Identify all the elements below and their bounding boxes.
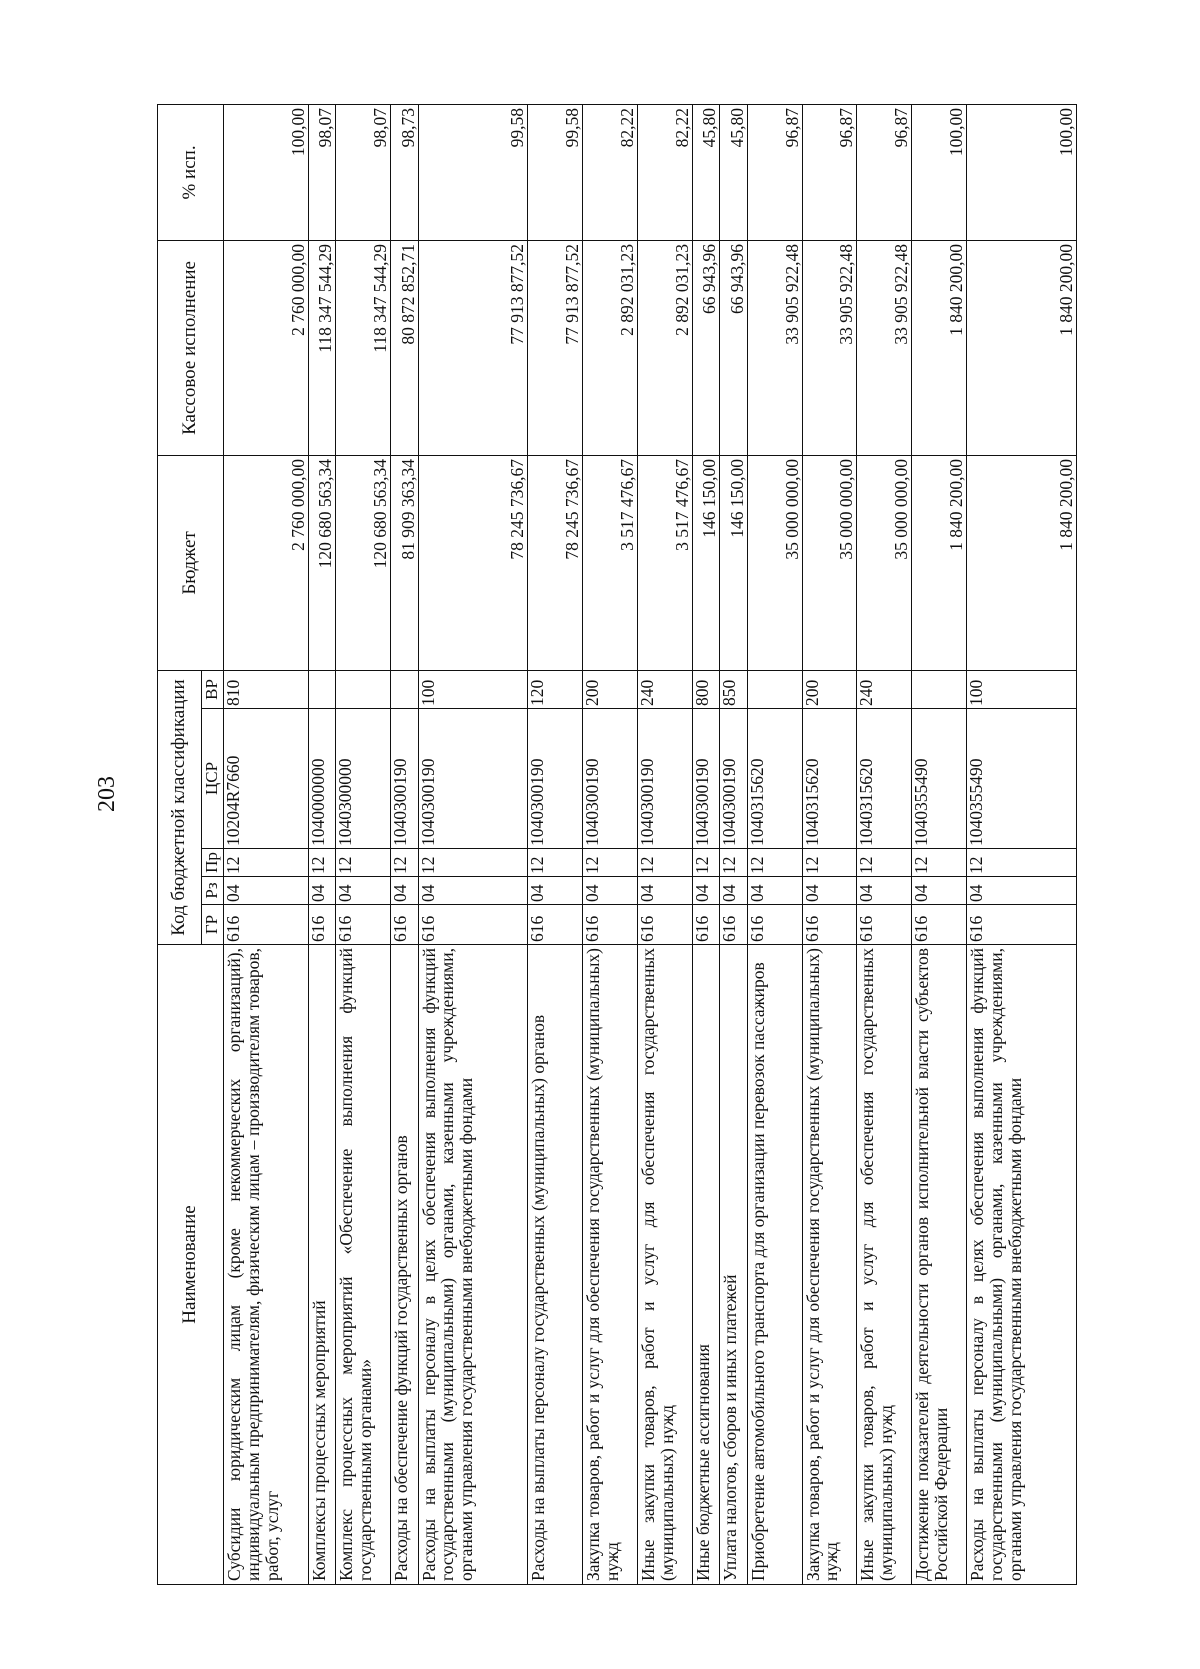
header-name: Наименование bbox=[158, 945, 224, 1585]
row-pct: 98,07 bbox=[308, 104, 335, 240]
row-budget: 3 517 476,67 bbox=[637, 455, 692, 670]
header-vr: ВР bbox=[202, 670, 224, 708]
row-pct: 99,58 bbox=[418, 104, 528, 240]
header-pr: Пр bbox=[202, 849, 224, 877]
row-pct: 96,87 bbox=[857, 104, 912, 240]
row-pr: 12 bbox=[583, 849, 638, 877]
row-kassa: 66 943,96 bbox=[720, 240, 747, 455]
row-kassa: 33 905 922,48 bbox=[747, 240, 802, 455]
row-gr: 616 bbox=[747, 905, 802, 945]
row-gr: 616 bbox=[308, 905, 335, 945]
row-rz: 04 bbox=[391, 877, 418, 905]
row-csr: 1040300190 bbox=[692, 709, 719, 849]
row-name: Приобретение автомобильного транспорта для организации перевозок пассажиров bbox=[747, 945, 802, 1585]
row-pr: 12 bbox=[692, 849, 719, 877]
row-kassa: 80 872 852,71 bbox=[391, 240, 418, 455]
row-gr: 616 bbox=[528, 905, 583, 945]
row-pr: 12 bbox=[720, 849, 747, 877]
row-vr: 100 bbox=[418, 670, 528, 708]
row-name: Комплекс процессных мероприятий «Обеспечение выполнения функций государственными органами» bbox=[336, 945, 391, 1585]
header-budget: Бюджет bbox=[158, 455, 224, 670]
row-kassa: 33 905 922,48 bbox=[802, 240, 857, 455]
row-budget: 120 680 563,34 bbox=[336, 455, 391, 670]
row-name: Иные закупки товаров, работ и услуг для обеспечения государственных (муниципальных) нужд bbox=[857, 945, 912, 1585]
table-row bbox=[747, 104, 802, 1584]
row-pct: 96,87 bbox=[802, 104, 857, 240]
row-gr: 616 bbox=[336, 905, 391, 945]
row-kassa: 1 840 200,00 bbox=[967, 240, 1077, 455]
row-gr: 616 bbox=[692, 905, 719, 945]
row-pct: 98,73 bbox=[391, 104, 418, 240]
row-rz: 04 bbox=[857, 877, 912, 905]
table-row bbox=[308, 104, 335, 1584]
row-kassa: 77 913 877,52 bbox=[418, 240, 528, 455]
row-gr: 616 bbox=[637, 905, 692, 945]
table-row bbox=[336, 104, 391, 1584]
row-gr: 616 bbox=[967, 905, 1077, 945]
header-gr: ГР bbox=[202, 905, 224, 945]
row-gr: 616 bbox=[583, 905, 638, 945]
header-pct: % исп. bbox=[158, 104, 224, 240]
row-gr: 616 bbox=[802, 905, 857, 945]
row-vr: 200 bbox=[802, 670, 857, 708]
row-kassa: 2 892 031,23 bbox=[583, 240, 638, 455]
row-pr: 12 bbox=[336, 849, 391, 877]
row-pr: 12 bbox=[391, 849, 418, 877]
row-pr: 12 bbox=[747, 849, 802, 877]
page-number: 203 bbox=[94, 776, 120, 812]
row-pr: 12 bbox=[912, 849, 967, 877]
row-pct: 96,87 bbox=[747, 104, 802, 240]
row-vr: 240 bbox=[857, 670, 912, 708]
row-pct: 82,22 bbox=[583, 104, 638, 240]
row-vr: 200 bbox=[583, 670, 638, 708]
row-vr: 850 bbox=[720, 670, 747, 708]
row-vr bbox=[912, 670, 967, 708]
row-gr: 616 bbox=[391, 905, 418, 945]
row-budget: 35 000 000,00 bbox=[747, 455, 802, 670]
row-vr: 120 bbox=[528, 670, 583, 708]
row-pct: 98,07 bbox=[336, 104, 391, 240]
row-vr: 240 bbox=[637, 670, 692, 708]
row-budget: 78 245 736,67 bbox=[528, 455, 583, 670]
row-vr: 100 bbox=[967, 670, 1077, 708]
row-name: Расходы на выплаты персоналу в целях обеспечения выполнения функций государственными (муниципальными) органами, казенными учреждениями, органами управления государственными внебюджетными фондами bbox=[418, 945, 528, 1585]
row-pr: 12 bbox=[224, 849, 309, 877]
row-rz: 04 bbox=[336, 877, 391, 905]
row-rz: 04 bbox=[967, 877, 1077, 905]
row-budget: 1 840 200,00 bbox=[912, 455, 967, 670]
table-row bbox=[692, 104, 719, 1584]
row-name: Иные бюджетные ассигнования bbox=[692, 945, 719, 1585]
table-row bbox=[224, 104, 309, 1584]
header-csr: ЦСР bbox=[202, 709, 224, 849]
row-gr: 616 bbox=[912, 905, 967, 945]
row-name: Достижение показателей деятельности органов исполнительной власти субъектов Российской Федерации bbox=[912, 945, 967, 1585]
row-budget: 120 680 563,34 bbox=[308, 455, 335, 670]
row-pr: 12 bbox=[637, 849, 692, 877]
row-vr: 800 bbox=[692, 670, 719, 708]
row-pct: 82,22 bbox=[637, 104, 692, 240]
table-row bbox=[637, 104, 692, 1584]
row-rz: 04 bbox=[802, 877, 857, 905]
row-kassa: 118 347 544,29 bbox=[308, 240, 335, 455]
row-csr: 1040000000 bbox=[308, 709, 335, 849]
row-kassa: 1 840 200,00 bbox=[912, 240, 967, 455]
row-budget: 35 000 000,00 bbox=[857, 455, 912, 670]
row-budget: 2 760 000,00 bbox=[224, 455, 309, 670]
row-name: Закупка товаров, работ и услуг для обеспечения государственных (муниципальных) нужд bbox=[802, 945, 857, 1585]
row-pr: 12 bbox=[857, 849, 912, 877]
row-budget: 146 150,00 bbox=[692, 455, 719, 670]
row-csr: 1040300190 bbox=[720, 709, 747, 849]
row-csr: 1040315620 bbox=[857, 709, 912, 849]
row-csr: 1040315620 bbox=[802, 709, 857, 849]
row-gr: 616 bbox=[224, 905, 309, 945]
rotated-table-container bbox=[157, 105, 1077, 1585]
row-rz: 04 bbox=[308, 877, 335, 905]
row-csr: 1040300000 bbox=[336, 709, 391, 849]
row-vr bbox=[747, 670, 802, 708]
table-row bbox=[391, 104, 418, 1584]
row-csr: 1040300190 bbox=[583, 709, 638, 849]
row-pct: 100,00 bbox=[967, 104, 1077, 240]
row-name: Субсидии юридическим лицам (кроме некоммерческих организаций), индивидуальным предпринимателям, физическим лицам – производителям товаров, работ, услуг bbox=[224, 945, 309, 1585]
row-gr: 616 bbox=[418, 905, 528, 945]
row-budget: 146 150,00 bbox=[720, 455, 747, 670]
row-pct: 99,58 bbox=[528, 104, 583, 240]
row-kassa: 66 943,96 bbox=[692, 240, 719, 455]
row-rz: 04 bbox=[528, 877, 583, 905]
row-name: Расходы на обеспечение функций государственных органов bbox=[391, 945, 418, 1585]
row-pr: 12 bbox=[802, 849, 857, 877]
row-gr: 616 bbox=[720, 905, 747, 945]
row-name: Расходы на выплаты персоналу в целях обеспечения выполнения функций государственными (муниципальными) органами, казенными учреждениями, органами управления государственными внебюджетными фондами bbox=[967, 945, 1077, 1585]
row-csr: 1040300190 bbox=[637, 709, 692, 849]
row-budget: 81 909 363,34 bbox=[391, 455, 418, 670]
row-budget: 78 245 736,67 bbox=[418, 455, 528, 670]
row-csr: 1040300190 bbox=[418, 709, 528, 849]
row-kassa: 118 347 544,29 bbox=[336, 240, 391, 455]
header-kassa: Кассовое исполнение bbox=[158, 240, 224, 455]
row-rz: 04 bbox=[583, 877, 638, 905]
table-row bbox=[583, 104, 638, 1584]
row-rz: 04 bbox=[912, 877, 967, 905]
row-kassa: 2 892 031,23 bbox=[637, 240, 692, 455]
row-budget: 3 517 476,67 bbox=[583, 455, 638, 670]
row-pr: 12 bbox=[308, 849, 335, 877]
table-header bbox=[158, 104, 224, 1584]
table-row bbox=[528, 104, 583, 1584]
row-rz: 04 bbox=[637, 877, 692, 905]
row-rz: 04 bbox=[720, 877, 747, 905]
header-code-group: Код бюджетной классификации bbox=[158, 670, 202, 944]
header-rz: Рз bbox=[202, 877, 224, 905]
table-row bbox=[720, 104, 747, 1584]
row-csr: 1040355490 bbox=[912, 709, 967, 849]
budget-table bbox=[157, 104, 1077, 1585]
row-name: Иные закупки товаров, работ и услуг для обеспечения государственных (муниципальных) нужд bbox=[637, 945, 692, 1585]
row-csr: 1040315620 bbox=[747, 709, 802, 849]
table-row bbox=[967, 104, 1077, 1584]
row-name: Комплексы процессных мероприятий bbox=[308, 945, 335, 1585]
row-rz: 04 bbox=[747, 877, 802, 905]
row-gr: 616 bbox=[857, 905, 912, 945]
row-vr bbox=[391, 670, 418, 708]
row-csr: 1040355490 bbox=[967, 709, 1077, 849]
row-kassa: 33 905 922,48 bbox=[857, 240, 912, 455]
row-pr: 12 bbox=[418, 849, 528, 877]
table-row bbox=[418, 104, 528, 1584]
table-row bbox=[857, 104, 912, 1584]
table-body bbox=[224, 104, 1077, 1584]
row-budget: 1 840 200,00 bbox=[967, 455, 1077, 670]
row-pct: 100,00 bbox=[912, 104, 967, 240]
row-pct: 45,80 bbox=[692, 104, 719, 240]
row-name: Расходы на выплаты персоналу государственных (муниципальных) органов bbox=[528, 945, 583, 1585]
row-pr: 12 bbox=[967, 849, 1077, 877]
row-kassa: 2 760 000,00 bbox=[224, 240, 309, 455]
row-budget: 35 000 000,00 bbox=[802, 455, 857, 670]
row-name: Уплата налогов, сборов и иных платежей bbox=[720, 945, 747, 1585]
row-kassa: 77 913 877,52 bbox=[528, 240, 583, 455]
row-vr bbox=[336, 670, 391, 708]
row-rz: 04 bbox=[418, 877, 528, 905]
row-vr bbox=[308, 670, 335, 708]
table-row bbox=[802, 104, 857, 1584]
row-vr: 810 bbox=[224, 670, 309, 708]
row-pr: 12 bbox=[528, 849, 583, 877]
row-csr: 1040300190 bbox=[391, 709, 418, 849]
row-name: Закупка товаров, работ и услуг для обеспечения государственных (муниципальных) нужд bbox=[583, 945, 638, 1585]
row-rz: 04 bbox=[692, 877, 719, 905]
row-pct: 100,00 bbox=[224, 104, 309, 240]
table-row bbox=[912, 104, 967, 1584]
row-csr: 1040300190 bbox=[528, 709, 583, 849]
row-pct: 45,80 bbox=[720, 104, 747, 240]
row-csr: 10204R7660 bbox=[224, 709, 309, 849]
row-rz: 04 bbox=[224, 877, 309, 905]
